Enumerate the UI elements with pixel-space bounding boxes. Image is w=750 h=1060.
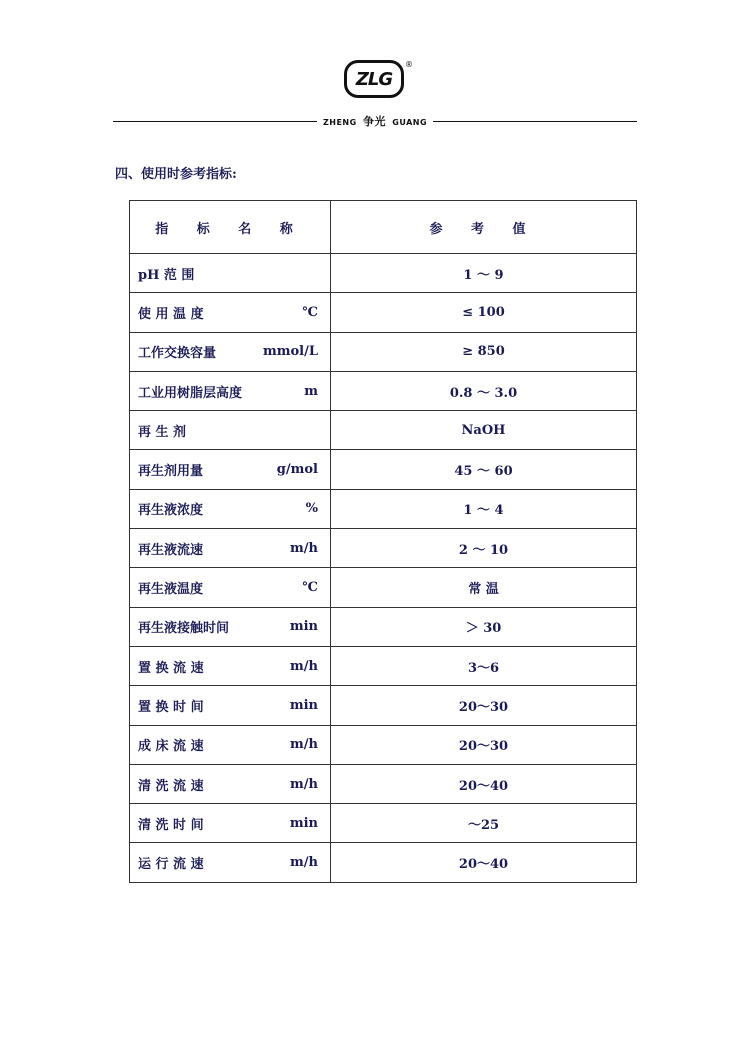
indicator-unit: m/h xyxy=(290,855,318,871)
indicator-cell xyxy=(130,293,331,332)
indicator-cell xyxy=(130,568,331,607)
indicator-cell-content xyxy=(130,814,330,833)
table-row xyxy=(130,411,637,450)
table-row xyxy=(130,804,637,843)
reference-value: 1 ～ 4 xyxy=(331,489,637,528)
indicator-unit: m/h xyxy=(290,776,318,792)
indicator-cell-content xyxy=(130,421,330,440)
indicator-unit: min xyxy=(289,815,318,831)
reference-value: 20～40 xyxy=(331,843,637,882)
table-row xyxy=(130,332,637,371)
indicator-name: 再生液接触时间 xyxy=(138,621,230,637)
indicator-name: 再生剂用量 xyxy=(138,464,204,480)
indicator-name: 置 换 时 间 xyxy=(138,699,204,715)
indicator-cell xyxy=(130,843,331,882)
indicator-cell-content xyxy=(130,382,330,401)
indicator-name: 成 床 流 速 xyxy=(138,739,204,755)
table-row xyxy=(130,371,637,410)
indicator-name: 清 洗 流 速 xyxy=(138,778,204,794)
indicator-unit: min xyxy=(289,697,318,713)
indicator-cell xyxy=(130,646,331,685)
indicator-cell xyxy=(130,411,331,450)
reference-value: ～25 xyxy=(331,804,637,843)
indicator-cell xyxy=(130,489,331,528)
indicator-cell-content xyxy=(130,264,330,283)
indicator-cell-content xyxy=(130,342,330,361)
reference-value: 1 ～ 9 xyxy=(331,254,637,293)
indicator-cell xyxy=(130,804,331,843)
indicator-cell xyxy=(130,607,331,646)
indicator-unit: ℃ xyxy=(302,580,318,596)
indicator-name: 工业用树脂层高度 xyxy=(138,385,243,401)
indicator-cell-content xyxy=(130,539,330,558)
indicator-cell xyxy=(130,686,331,725)
indicator-cell-content xyxy=(130,499,330,518)
header-reference-value: 参 考 值 xyxy=(331,201,637,254)
table-row xyxy=(130,529,637,568)
indicator-unit: m/h xyxy=(290,737,318,753)
header-rule-right xyxy=(433,121,637,122)
reference-value: 45 ～ 60 xyxy=(331,450,637,489)
indicator-cell xyxy=(130,450,331,489)
registered-mark: ® xyxy=(405,60,413,69)
table-row xyxy=(130,607,637,646)
indicator-name: 运 行 流 速 xyxy=(138,857,204,873)
indicator-name: 使 用 温 度 xyxy=(138,306,204,322)
header-rule xyxy=(113,114,637,128)
indicator-unit: m/h xyxy=(290,540,318,556)
indicator-name: 清 洗 时 间 xyxy=(138,817,204,833)
indicator-cell xyxy=(130,764,331,803)
reference-value: 20～30 xyxy=(331,686,637,725)
indicator-cell xyxy=(130,332,331,371)
table-row xyxy=(130,568,637,607)
indicator-cell-content xyxy=(130,617,330,636)
table-row xyxy=(130,254,637,293)
header-rule-left xyxy=(113,121,317,122)
reference-value: 0.8 ～ 3.0 xyxy=(331,371,637,410)
indicator-name: 再生液流速 xyxy=(138,542,204,558)
indicator-cell xyxy=(130,254,331,293)
indicator-cell xyxy=(130,725,331,764)
reference-value: 3～6 xyxy=(331,646,637,685)
brand-left: ZHENG xyxy=(322,118,357,127)
reference-value: NaOH xyxy=(331,411,637,450)
header-indicator-name: 指 标 名 称 xyxy=(130,201,331,254)
indicator-cell xyxy=(130,371,331,410)
indicator-unit: min xyxy=(289,619,318,635)
indicator-unit: mmol/L xyxy=(262,344,318,360)
indicator-unit: ℃ xyxy=(302,304,318,320)
indicator-cell xyxy=(130,529,331,568)
reference-value: ≤ 100 xyxy=(331,293,637,332)
brand-name xyxy=(317,113,433,129)
table-row xyxy=(130,646,637,685)
section-title: 四、使用时参考指标: xyxy=(115,167,237,182)
indicator-unit: m/h xyxy=(290,658,318,674)
indicator-name: 再生液浓度 xyxy=(138,503,204,519)
table-row xyxy=(130,764,637,803)
indicator-name: pH 范 围 xyxy=(138,267,195,283)
indicator-unit: % xyxy=(305,501,318,517)
reference-value: 2 ～ 10 xyxy=(331,529,637,568)
table-row xyxy=(130,843,637,882)
reference-value: 20～30 xyxy=(331,725,637,764)
table-header-row xyxy=(130,201,637,254)
company-logo xyxy=(344,60,406,104)
indicator-cell-content xyxy=(130,657,330,676)
table-row xyxy=(130,450,637,489)
table-row xyxy=(130,686,637,725)
indicator-cell-content xyxy=(130,303,330,322)
indicator-unit: m xyxy=(304,383,318,399)
indicator-cell-content xyxy=(130,578,330,597)
table-row xyxy=(130,293,637,332)
indicator-name: 再 生 剂 xyxy=(138,424,187,440)
indicator-name: 工作交换容量 xyxy=(138,346,217,362)
brand-cn: 争光 xyxy=(362,115,386,128)
table-row xyxy=(130,489,637,528)
reference-value: ≥ 850 xyxy=(331,332,637,371)
indicator-name: 再生液温度 xyxy=(138,582,204,598)
indicator-cell-content xyxy=(130,735,330,754)
indicator-cell-content xyxy=(130,775,330,794)
indicator-unit: g/mol xyxy=(276,462,318,478)
indicator-cell-content xyxy=(130,460,330,479)
logo-mark: ZLG xyxy=(344,60,404,98)
indicator-cell-content xyxy=(130,853,330,872)
reference-value: 常 温 xyxy=(331,568,637,607)
brand-right: GUANG xyxy=(392,118,428,127)
spec-table xyxy=(129,200,637,883)
table-row xyxy=(130,725,637,764)
indicator-cell-content xyxy=(130,696,330,715)
reference-value: 20～40 xyxy=(331,764,637,803)
indicator-name: 置 换 流 速 xyxy=(138,660,204,676)
reference-value: ＞ 30 xyxy=(331,607,637,646)
